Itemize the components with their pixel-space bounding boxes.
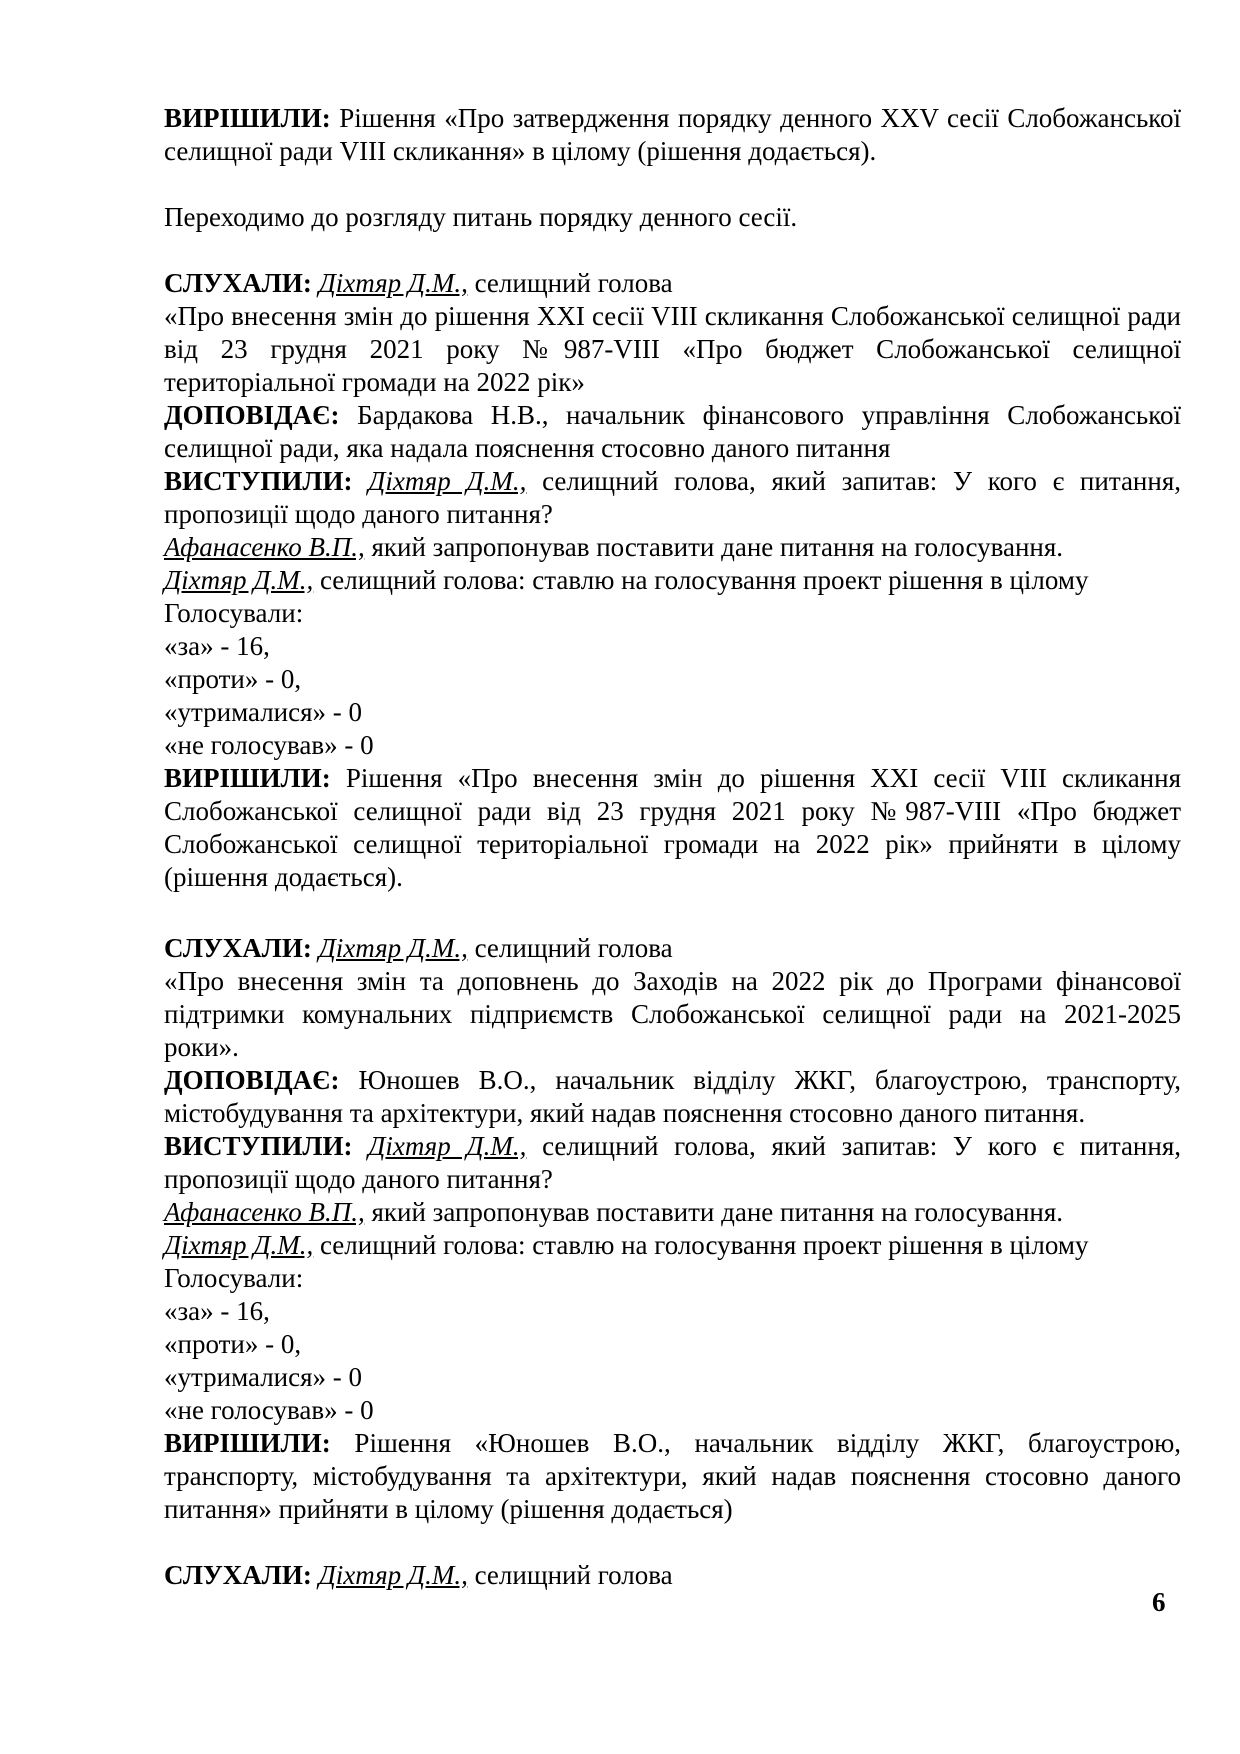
proposer-line (164, 1196, 1181, 1229)
report-text: Бардакова Н.В., начальник фінансового управління Слобожанської селищної ради, яка надала пояснення стосовно даного питання (164, 400, 1181, 463)
heard-label: СЛУХАЛИ: (164, 1560, 312, 1590)
chair-line (164, 564, 1181, 597)
vote-for: «за» - 16, (164, 631, 270, 661)
decision-text: Рішення «Про внесення змін до рішення XXI сесії VIII скликання Слобожанської селищної ради від 23 грудня 2021 року №987-VIII «Про бюджет Слобожанської селищної територіальної громади на 2022 рік» прийняти в цілому (рішення додається). (164, 763, 1181, 892)
vote-header: Голосували: (164, 598, 304, 628)
speak-label: ВИСТУПИЛИ: (164, 466, 353, 496)
decision-label: ВИРІШИЛИ: (164, 1428, 331, 1458)
decision-line (164, 762, 1181, 894)
agenda-transition: Переходимо до розгляду питань порядку денного сесії. (164, 202, 798, 232)
vote-against: «проти» - 0, (164, 1329, 302, 1359)
report-line (164, 399, 1181, 465)
chair-text: селищний голова: ставлю на голосування проект рішення в цілому (313, 1230, 1089, 1260)
proposer-line (164, 531, 1181, 564)
page-number: 6 (1152, 1587, 1166, 1617)
agenda-topic: «Про внесення змін та доповнень до Заходів на 2022 рік до Програми фінансової підтримки комунальних підприємств Слобожанської селищної ради на 2021-2025 роки». (164, 966, 1181, 1062)
report-line (164, 1064, 1181, 1130)
decision-line (164, 1427, 1181, 1526)
intro-decision (164, 102, 1181, 168)
decision-text: Рішення «Юношев В.О., начальник відділу ЖКГ, благоустрою, транспорту, містобудування та архітектури, який надав пояснення стосовно даного питання» прийняти в цілому (рішення додається) (164, 1428, 1181, 1524)
decision-label: ВИРІШИЛИ: (164, 103, 331, 133)
report-label: ДОПОВІДАЄ: (164, 400, 340, 430)
vote-against: «проти» - 0, (164, 664, 302, 694)
speak-label: ВИСТУПИЛИ: (164, 1131, 353, 1161)
agenda-item-1 (164, 267, 1181, 894)
heard-line-last (164, 1559, 1181, 1592)
vote-for: «за» - 16, (164, 1296, 270, 1326)
vote-abstained: «утрималися» - 0 (164, 1362, 363, 1392)
proposer-text: який запропонував поставити дане питання на голосування. (364, 532, 1064, 562)
speaker-role: селищний голова (467, 268, 673, 298)
speak-line (164, 465, 1181, 531)
report-text: Юношев В.О., начальник відділу ЖКГ, благоустрою, транспорту, містобудування та архітектури, який надав пояснення стосовно даного питання. (164, 1065, 1181, 1128)
heard-line (164, 932, 1181, 965)
speaker-name: Діхтяр Д.М., (318, 1560, 468, 1590)
speak-line (164, 1130, 1181, 1196)
proposer-text: який запропонував поставити дане питання на голосування. (364, 1197, 1064, 1227)
decision-text: Рішення «Про затвердження порядку денного XXV сесії Слобожанської селищної ради VIII скликання» в цілому (рішення додається). (164, 103, 1181, 166)
speaker-role: селищний голова (467, 1560, 673, 1590)
chair-name: Діхтяр Д.М., (164, 565, 314, 595)
proposer-name: Афанасенко В.П., (164, 1197, 365, 1227)
vote-abstained: «утрималися» - 0 (164, 697, 363, 727)
proposer-name: Афанасенко В.П., (164, 532, 365, 562)
chair-name: Діхтяр Д.М., (164, 1230, 314, 1260)
heard-label: СЛУХАЛИ: (164, 933, 312, 963)
vote-header: Голосували: (164, 1263, 304, 1293)
report-label: ДОПОВІДАЄ: (164, 1065, 340, 1095)
vote-not-voted: «не голосував» - 0 (164, 1395, 374, 1425)
heard-label: СЛУХАЛИ: (164, 268, 312, 298)
vote-not-voted: «не голосував» - 0 (164, 730, 374, 760)
agenda-topic: «Про внесення змін до рішення XXI сесії VIII скликання Слобожанської селищної ради від 23 грудня 2021 року №987-VIII «Про бюджет Слобожанської селищної територіальної громади на 2022 рік» (164, 301, 1181, 397)
heard-line (164, 267, 1181, 300)
speaker-name: Діхтяр Д.М., (318, 933, 468, 963)
chair-text: селищний голова: ставлю на голосування проект рішення в цілому (313, 565, 1089, 595)
speaker-role: селищний голова (467, 933, 673, 963)
decision-label: ВИРІШИЛИ: (164, 763, 331, 793)
speaker-name: Діхтяр Д.М., (318, 268, 468, 298)
speak-text: селищний голова, який запитав: У кого є питання, пропозиції щодо даного питання? (164, 466, 1181, 529)
speak-text: селищний голова, який запитав: У кого є питання, пропозиції щодо даного питання? (164, 1131, 1181, 1194)
page-content (164, 102, 1181, 1592)
speaker-name: Діхтяр Д.М., (368, 466, 527, 496)
speaker-name: Діхтяр Д.М., (368, 1131, 527, 1161)
chair-line (164, 1229, 1181, 1262)
agenda-item-2 (164, 932, 1181, 1526)
